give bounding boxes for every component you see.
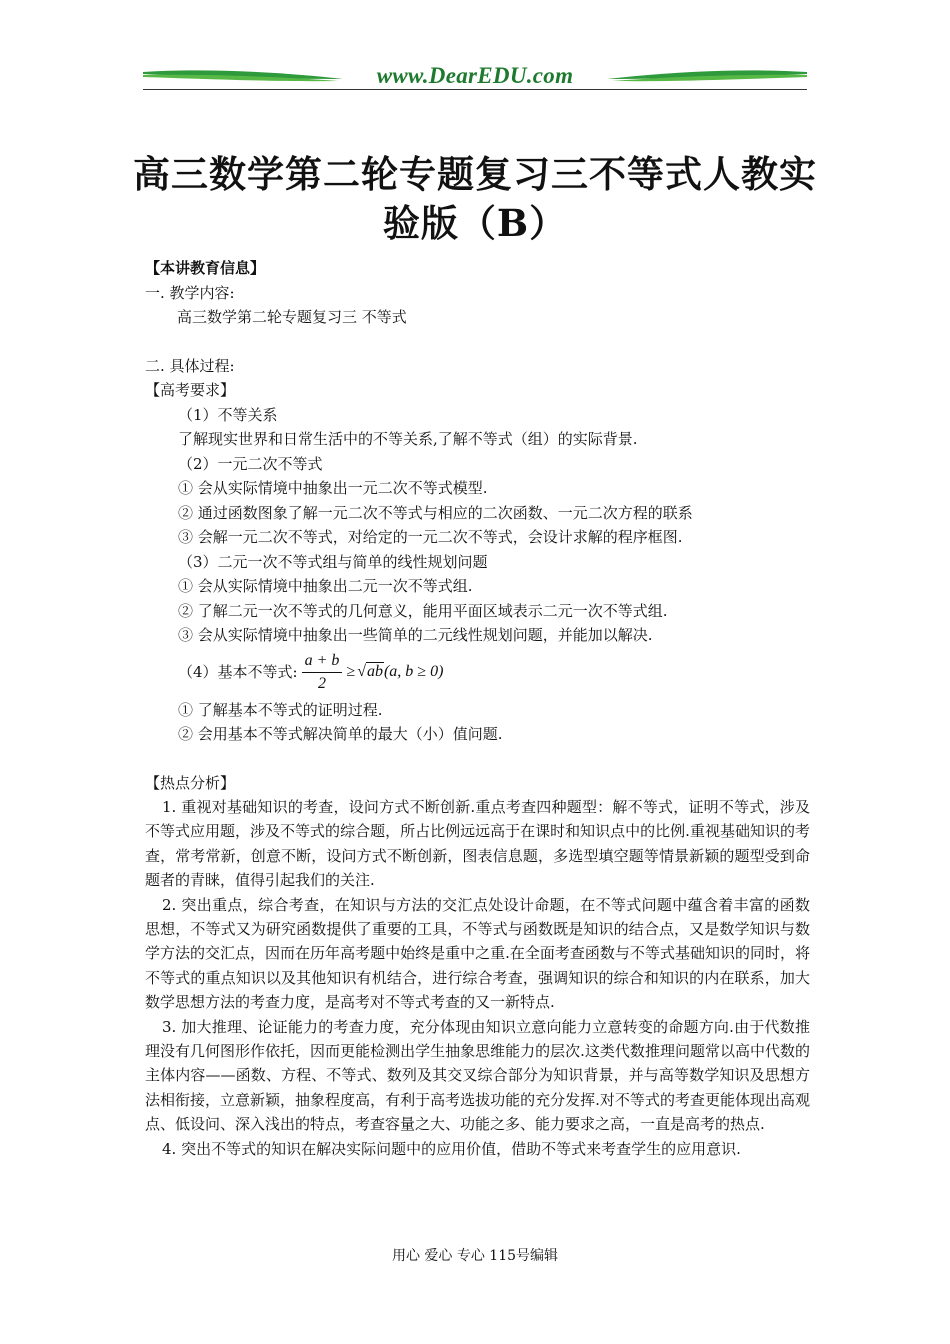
page-title-line-1: 高三数学第二轮专题复习三不等式人教实 xyxy=(133,152,817,196)
basic-inequality-row xyxy=(145,648,810,698)
site-logo-text[interactable]: www.DearEDU.com xyxy=(376,63,574,88)
hotspot-paragraph: 2. 突出重点，综合考查，在知识与方法的交汇点处设计命题，在不等式问题中蕴含着丰富的函数思想，不等式又为研究函数提供了重要的工具，不等式与函数既是知识的结合点，又是数学知识与数学方法的交汇点，因而在历年高考题中始终是重中之重.在全面考查函数与不等式基础知识的同时，将不等式的重点知识以及其他知识有机结合，进行综合考查，强调知识的综合和知识的内在联系，加大数学思想方法的考查力度，是高考对不等式考查的又一新特点. xyxy=(145,895,810,1012)
formula-numerator: a + b xyxy=(302,650,343,673)
site-header xyxy=(143,62,807,92)
section-heading-hotspots: 【热点分析】 xyxy=(145,773,236,792)
formula-condition: (a, b ≥ 0) xyxy=(383,663,444,681)
requirement-item: ② 会用基本不等式解决简单的最大（小）值问题. xyxy=(178,725,503,743)
requirement-item: （2）一元二次不等式 xyxy=(178,454,323,473)
page-footer: 用心 爱心 专心 115号编辑 xyxy=(391,1248,559,1264)
formula-denominator: 2 xyxy=(318,675,326,692)
requirement-item: ① 会从实际情境中抽象出一元二次不等式模型. xyxy=(178,479,488,497)
hotspot-paragraph: 4. 突出不等式的知识在解决实际问题中的应用价值，借助不等式来考查学生的应用意识. xyxy=(162,1139,741,1158)
section-label-process: 二. 具体过程: xyxy=(145,356,235,375)
formula-fraction xyxy=(302,650,343,695)
hotspot-paragraph: 1. 重视对基础知识的考查，设问方式不断创新.重点考查四种题型：解不等式，证明不等式，涉及不等式应用题，涉及不等式的综合题，所占比例远远高于在课时和知识点中的比例.重视基础知识的考查，常考常新，创意不断，设问方式不断创新，图表信息题，多选型填空题等情景新颖的题型受到命题者的青睐，值得引起我们的关注. xyxy=(145,798,810,890)
formula-relation: ≥ xyxy=(346,663,356,681)
section-label-content: 一. 教学内容: xyxy=(145,283,235,302)
formula-sqrt: √ab xyxy=(357,663,383,681)
requirement-item: ③ 会从实际情境中抽象出一些简单的二元线性规划问题，并能加以解决. xyxy=(178,626,653,644)
section-heading-requirements: 【高考要求】 xyxy=(145,381,236,399)
requirement-item: ② 通过函数图象了解一元二次不等式与相应的二次函数、一元二次方程的联系 xyxy=(178,503,693,522)
header-divider xyxy=(143,89,807,90)
hotspot-paragraph: 3. 加大推理、论证能力的考查力度，充分体现由知识立意向能力立意转变的命题方向.由于代数推理没有几何图形作依托，因而更能检测出学生抽象思维能力的层次.这类代数推理问题常以高中代数的主体内容——函数、方程、不等式、数列及其交叉综合部分为知识背景，并与高等数学知识及思想方法相衔接，立意新颖，抽象程度高，有利于高考选拔功能的充分发挥.对不等式的考查更能体现出高观点、低设问、深入浅出的特点，考查容量之大、功能之多、能力要求之高，一直是高考的热点. xyxy=(145,1017,810,1134)
requirement-item: ③ 会解一元二次不等式，对给定的一元二次不等式，会设计求解的程序框图. xyxy=(178,528,683,546)
section-heading-info: 【本讲教育信息】 xyxy=(145,259,266,277)
requirement-item: （1）不等关系 xyxy=(178,405,278,424)
content-description: 高三数学第二轮专题复习三 不等式 xyxy=(177,308,407,326)
document-body xyxy=(145,256,810,1161)
requirement-item: ① 会从实际情境中抽象出二元一次不等式组. xyxy=(178,577,473,595)
requirement-item: （3）二元一次不等式组与简单的线性规划问题 xyxy=(178,552,488,571)
requirement-item: 了解现实世界和日常生活中的不等关系,了解不等式（组）的实际背景. xyxy=(178,430,638,448)
basic-inequality-label: （4）基本不等式: xyxy=(178,663,298,682)
requirement-item: ② 了解二元一次不等式的几何意义，能用平面区域表示二元一次不等式组. xyxy=(178,601,668,620)
formula-radicand: ab xyxy=(366,663,383,681)
page-title-line-2: 验版（B） xyxy=(382,201,568,245)
requirement-item: ① 了解基本不等式的证明过程. xyxy=(178,700,383,719)
